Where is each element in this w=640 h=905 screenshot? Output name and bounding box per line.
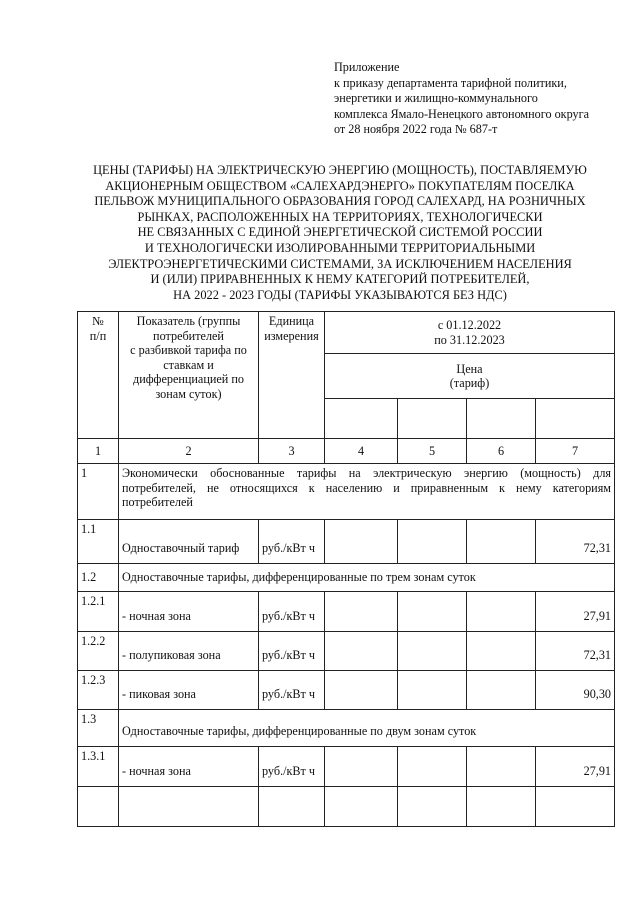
- row-unit: руб./кВт ч: [259, 632, 325, 671]
- tariff-row: [78, 747, 615, 787]
- title-line: И (ИЛИ) ПРИРАВНЕННЫХ К НЕМУ КАТЕГОРИЙ ПОТРЕБИТЕЛЕЙ,: [150, 272, 530, 287]
- tariff-row: [78, 671, 615, 710]
- tariff-row: [78, 520, 615, 564]
- header-num: № п/п: [78, 312, 119, 439]
- empty-cell: [259, 787, 325, 827]
- title-line: И ТЕХНОЛОГИЧЕСКИ ИЗОЛИРОВАННЫМИ ТЕРРИТОРИАЛЬНЫМИ: [144, 240, 536, 255]
- empty-cell: [467, 787, 536, 827]
- row-num: 1: [78, 464, 119, 520]
- row-value: [325, 592, 398, 632]
- header-empty-cell: [398, 399, 467, 439]
- section-text: Одноставочные тарифы, дифференцированные по двум зонам суток: [119, 710, 615, 747]
- column-number: 7: [536, 439, 615, 464]
- header-period: с 01.12.2022 по 31.12.2023: [325, 312, 615, 354]
- empty-cell: [78, 787, 119, 827]
- row-value: [325, 520, 398, 564]
- title-line: ЭЛЕКТРОЭНЕРГЕТИЧЕСКИМИ СИСТЕМАМИ, ЗА ИСКЛЮЧЕНИЕМ НАСЕЛЕНИЯ: [108, 256, 572, 271]
- title-line: ПЕЛЬВОЖ МУНИЦИПАЛЬНОГО ОБРАЗОВАНИЯ ГОРОД САЛЕХАРД, НА РОЗНИЧНЫХ: [94, 194, 586, 209]
- column-number: 5: [398, 439, 467, 464]
- tariff-table: [77, 311, 615, 827]
- row-value: [325, 747, 398, 787]
- section-row: [78, 464, 615, 520]
- row-value: [398, 520, 467, 564]
- appendix-block: [334, 60, 624, 138]
- column-number: 4: [325, 439, 398, 464]
- row-num: 1.2.1: [78, 592, 119, 632]
- row-value: 72,31: [536, 520, 615, 564]
- row-value: [398, 747, 467, 787]
- empty-row: [78, 787, 615, 827]
- column-number: 2: [119, 439, 259, 464]
- header-empty-cell: [536, 399, 615, 439]
- row-value: [398, 592, 467, 632]
- row-unit: руб./кВт ч: [259, 520, 325, 564]
- header-price: Цена (тариф): [325, 354, 615, 399]
- header-unit: Единица измерения: [259, 312, 325, 439]
- section-row: [78, 564, 615, 592]
- column-number: 6: [467, 439, 536, 464]
- row-name: Одноставочный тариф: [119, 520, 259, 564]
- header-row: [78, 312, 615, 354]
- row-value: [467, 747, 536, 787]
- row-unit: руб./кВт ч: [259, 747, 325, 787]
- appendix-line: энергетики и жилищно-коммунального: [334, 91, 538, 105]
- column-number: 1: [78, 439, 119, 464]
- row-value: [467, 592, 536, 632]
- row-value: [467, 632, 536, 671]
- row-value: [325, 632, 398, 671]
- column-number: 3: [259, 439, 325, 464]
- empty-cell: [119, 787, 259, 827]
- row-value: [467, 671, 536, 710]
- row-value: [467, 520, 536, 564]
- row-value: [398, 632, 467, 671]
- title-line: РЫНКАХ, РАСПОЛОЖЕННЫХ НА ТЕРРИТОРИЯХ, ТЕХНОЛОГИЧЕСКИ: [137, 209, 543, 224]
- row-value: [398, 671, 467, 710]
- row-unit: руб./кВт ч: [259, 592, 325, 632]
- appendix-line: комплекса Ямало-Ненецкого автономного округа: [334, 106, 590, 121]
- section-text: Одноставочные тарифы, дифференцированные по трем зонам суток: [119, 564, 615, 592]
- section-row: [78, 710, 615, 747]
- section-text: Экономически обоснованные тарифы на электрическую энергию (мощность) для потребителей, не относящихся к населению и приравненным к нему категориям потребителей: [119, 464, 615, 520]
- row-name: - ночная зона: [119, 747, 259, 787]
- row-name: - полупиковая зона: [119, 632, 259, 671]
- row-value: [325, 671, 398, 710]
- empty-cell: [536, 787, 615, 827]
- appendix-line: от 28 ноября 2022 года № 687-т: [334, 122, 498, 136]
- document-title: [70, 163, 610, 303]
- title-line: АКЦИОНЕРНЫМ ОБЩЕСТВОМ «САЛЕХАРДЭНЕРГО» ПОКУПАТЕЛЯМ ПОСЕЛКА: [105, 178, 575, 193]
- row-name: - пиковая зона: [119, 671, 259, 710]
- appendix-line: Приложение: [334, 60, 400, 74]
- appendix-line: к приказу департамента тарифной политики,: [334, 75, 567, 90]
- empty-cell: [325, 787, 398, 827]
- row-unit: руб./кВт ч: [259, 671, 325, 710]
- title-line: НА 2022 - 2023 ГОДЫ (ТАРИФЫ УКАЗЫВАЮТСЯ БЕЗ НДС): [173, 287, 507, 302]
- row-value: 27,91: [536, 592, 615, 632]
- row-num: 1.2: [78, 564, 119, 592]
- row-num: 1.3.1: [78, 747, 119, 787]
- title-line: НЕ СВЯЗАННЫХ С ЕДИНОЙ ЭНЕРГЕТИЧЕСКОЙ СИСТЕМОЙ РОССИИ: [137, 225, 543, 240]
- row-num: 1.2.2: [78, 632, 119, 671]
- title-line: ЦЕНЫ (ТАРИФЫ) НА ЭЛЕКТРИЧЕСКУЮ ЭНЕРГИЮ (МОЩНОСТЬ), ПОСТАВЛЯЕМУЮ: [93, 163, 587, 177]
- header-indicator: Показатель (группы потребителей с разбивкой тарифа по ставкам и дифференциацией по зонам суток): [119, 312, 259, 439]
- row-value: 27,91: [536, 747, 615, 787]
- tariff-row: [78, 632, 615, 671]
- tariff-row: [78, 592, 615, 632]
- row-value: 90,30: [536, 671, 615, 710]
- row-num: 1.1: [78, 520, 119, 564]
- row-value: 72,31: [536, 632, 615, 671]
- empty-cell: [398, 787, 467, 827]
- column-number-row: [78, 439, 615, 464]
- row-num: 1.2.3: [78, 671, 119, 710]
- row-name: - ночная зона: [119, 592, 259, 632]
- header-empty-cell: [325, 399, 398, 439]
- row-num: 1.3: [78, 710, 119, 747]
- header-empty-cell: [467, 399, 536, 439]
